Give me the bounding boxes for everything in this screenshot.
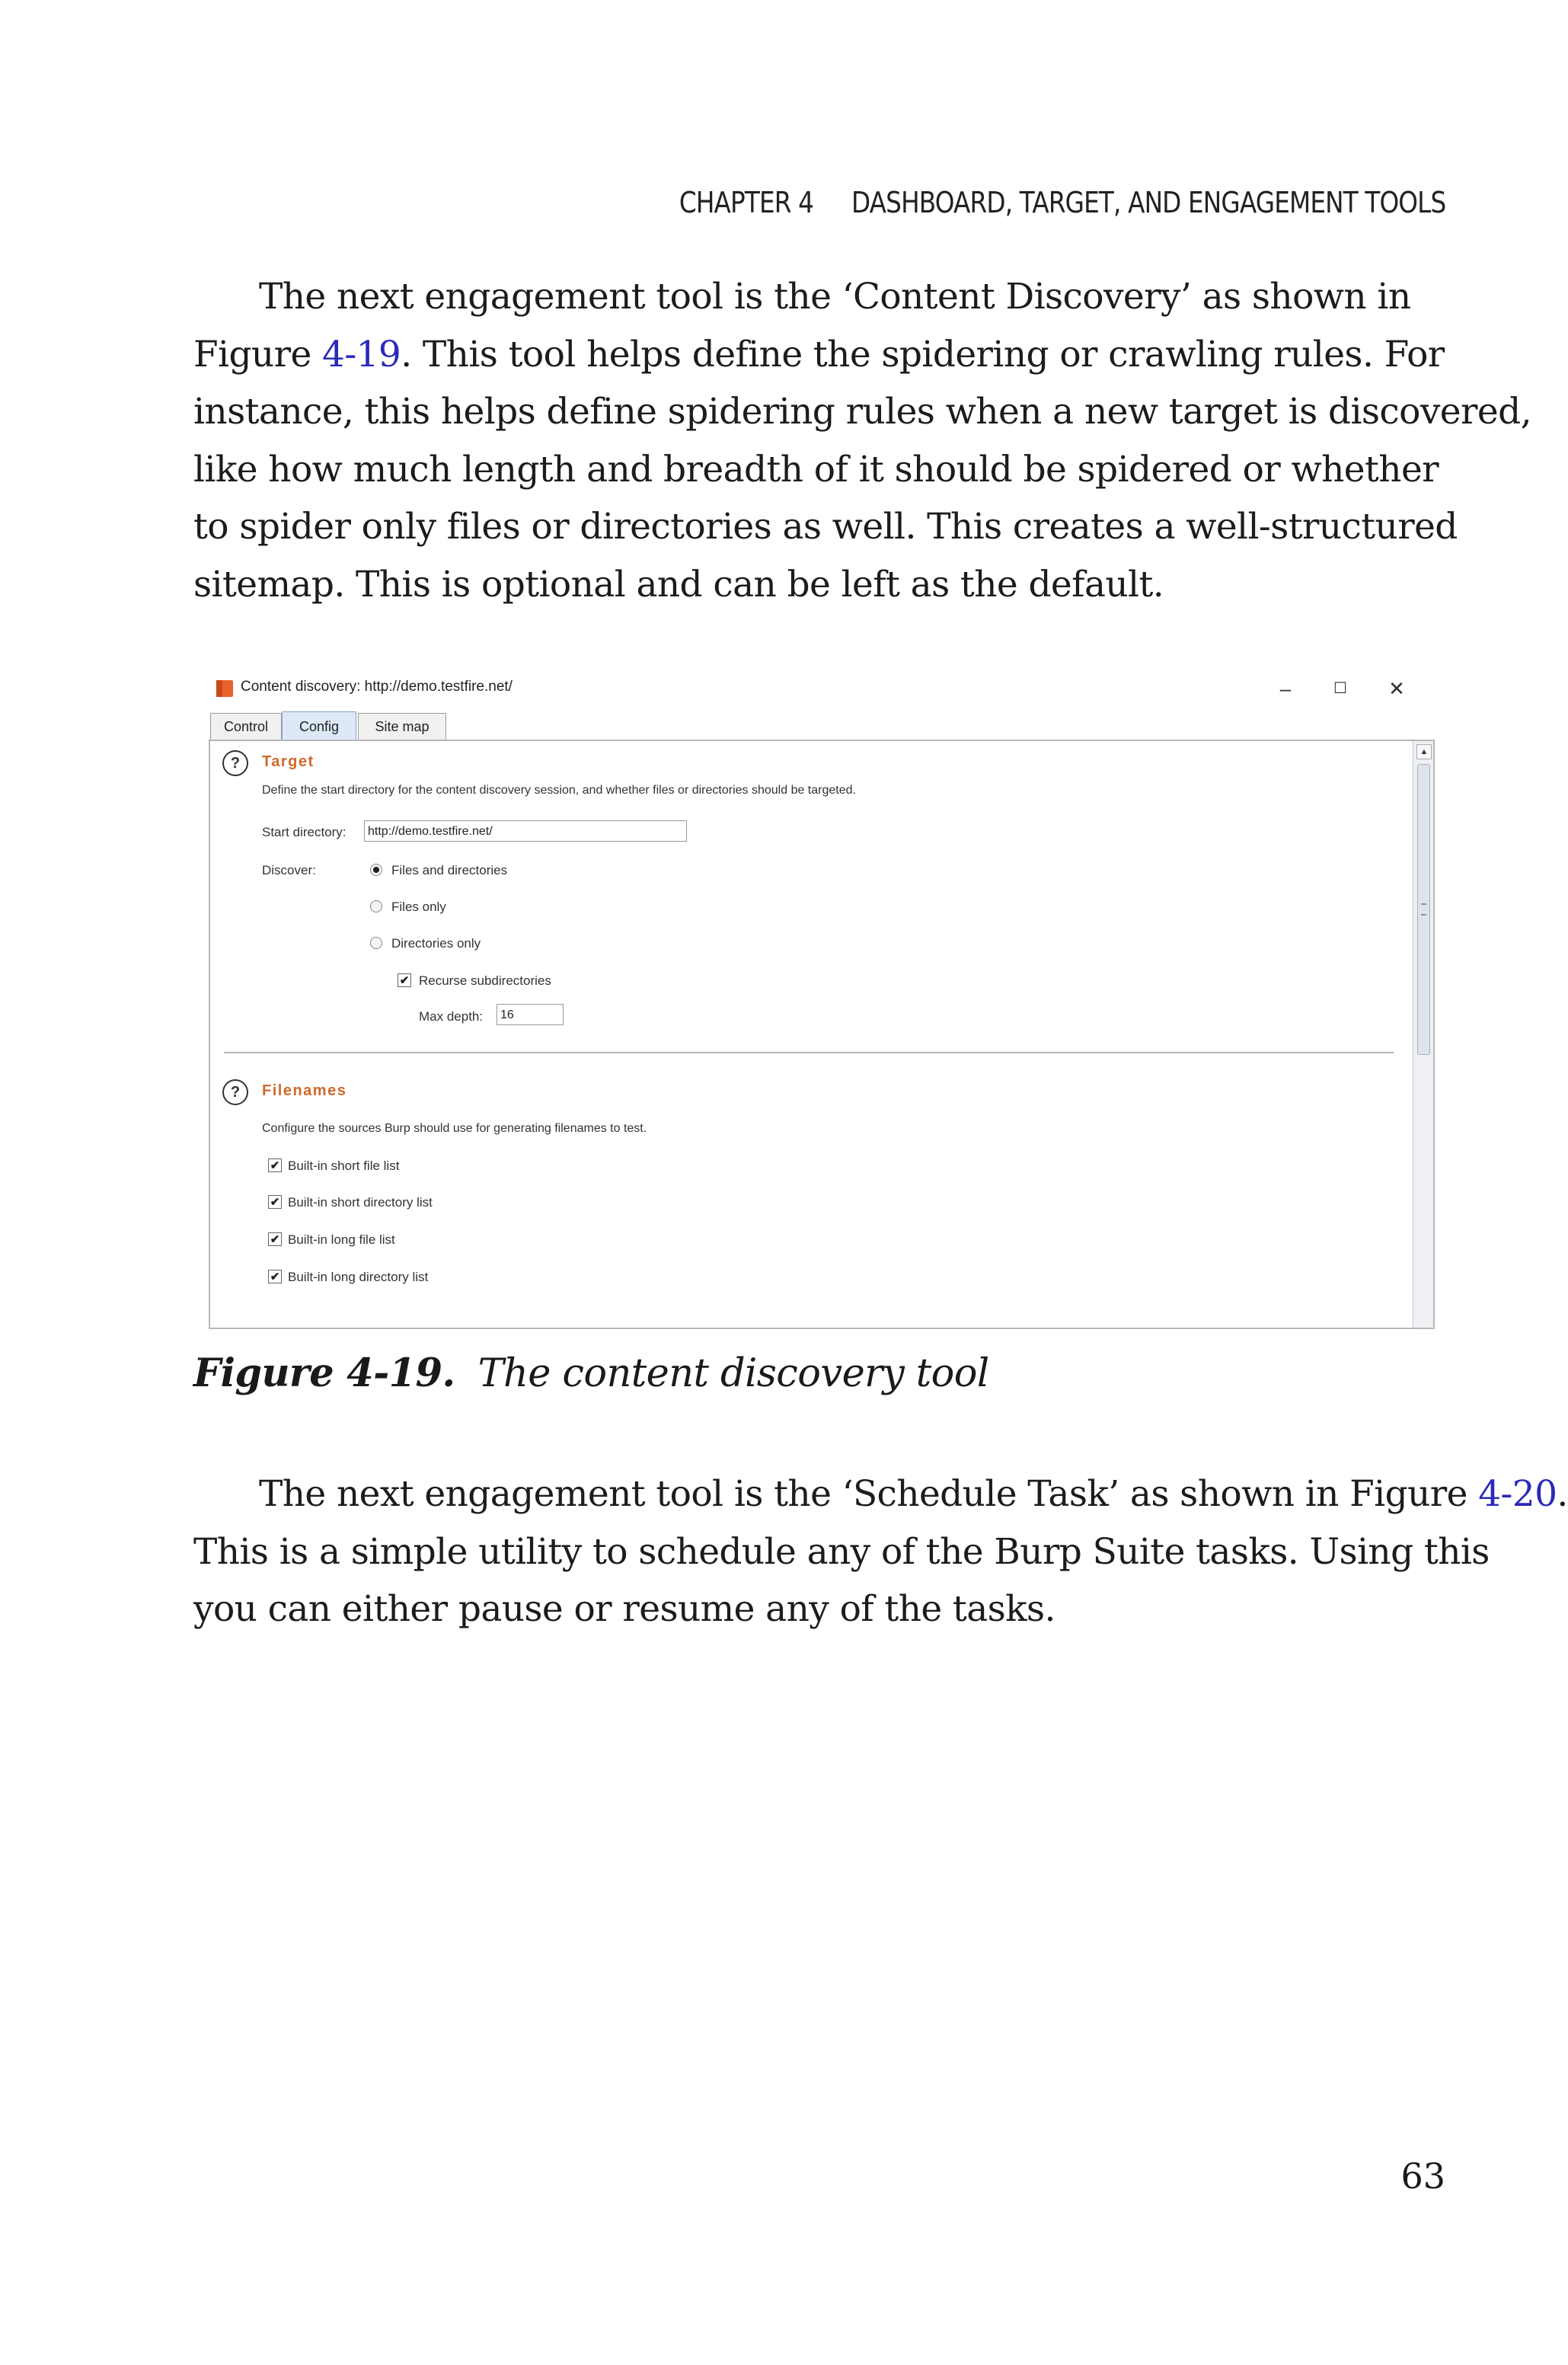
tab-config[interactable]: Config	[282, 711, 356, 741]
window-titlebar	[207, 667, 1435, 710]
page-number: 63	[1400, 2156, 1445, 2197]
paragraph-line: to spider only files or directories as well. This creates a well-structured	[193, 506, 1458, 548]
text-run: The next engagement tool is the ‘Schedule Task’ as shown in Figure	[259, 1473, 1479, 1515]
checkbox-label: Built-in long file list	[288, 1232, 395, 1247]
paragraph-line: like how much length and breadth of it should be spidered or whether	[193, 448, 1439, 491]
radio-files-and-directories[interactable]	[370, 864, 382, 876]
text-run: .	[1557, 1473, 1568, 1515]
recurse-subdirectories-checkbox[interactable]: ✔	[398, 973, 411, 987]
close-icon[interactable]: ✕	[1388, 677, 1405, 700]
maximize-icon[interactable]: ☐	[1333, 680, 1347, 697]
scroll-up-arrow-icon[interactable]: ▲	[1416, 744, 1432, 759]
max-depth-input[interactable]: 16	[497, 1004, 564, 1025]
tab-site-map[interactable]: Site map	[358, 713, 446, 740]
figure-caption-text: The content discovery tool	[477, 1351, 989, 1396]
start-directory-input[interactable]: http://demo.testfire.net/	[364, 820, 687, 842]
max-depth-label: Max depth:	[419, 1009, 484, 1024]
radio-label: Files and directories	[391, 863, 508, 877]
vertical-scrollbar[interactable]	[1413, 741, 1433, 1328]
paragraph-line	[193, 326, 1450, 384]
tab-control[interactable]: Control	[210, 713, 282, 740]
start-directory-label: Start directory:	[262, 825, 346, 839]
target-description: Define the start directory for the content discovery session, and whether files or directories should be targeted.	[262, 784, 856, 797]
radio-label: Files only	[391, 900, 446, 914]
figure-reference-link[interactable]: 4-19	[322, 333, 401, 376]
window-title: Content discovery: http://demo.testfire.net/	[241, 679, 513, 695]
section-title-target: Target	[262, 753, 315, 770]
paragraph-line: sitemap. This is optional and can be left as the default.	[193, 563, 1164, 606]
section-divider	[224, 1052, 1394, 1053]
help-icon[interactable]: ?	[222, 1079, 248, 1105]
checkbox-long-directory-list[interactable]: ✔	[268, 1270, 282, 1283]
radio-files-only[interactable]	[370, 900, 382, 912]
minimize-icon[interactable]: –	[1279, 677, 1292, 700]
burp-app-icon	[216, 680, 233, 697]
paragraph-line: instance, this helps define spidering rules when a new target is discovered,	[193, 391, 1531, 433]
chapter-number: CHAPTER 4	[679, 186, 813, 219]
content-discovery-window	[207, 667, 1435, 1319]
figure-label: Figure 4-19.	[193, 1350, 455, 1396]
paragraph-line: This is a simple utility to schedule any of the Burp Suite tasks. Using this	[193, 1530, 1490, 1573]
text-run: . This tool helps define the spidering or crawling rules. For	[401, 333, 1445, 376]
checkbox-label: Recurse subdirectories	[419, 973, 551, 988]
body-paragraph-1	[193, 268, 1531, 613]
tab-bar	[209, 713, 1433, 743]
help-icon[interactable]: ?	[222, 750, 248, 776]
text-run: Figure	[193, 333, 323, 376]
paragraph-line: you can either pause or resume any of the tasks.	[193, 1588, 1055, 1630]
checkbox-label: Built-in short directory list	[288, 1195, 433, 1210]
running-head	[679, 186, 1445, 219]
grip-icon	[1421, 903, 1426, 916]
checkbox-label: Built-in short file list	[288, 1159, 400, 1173]
filenames-description: Configure the sources Burp should use for generating filenames to test.	[262, 1122, 647, 1135]
scroll-thumb[interactable]	[1417, 764, 1430, 1055]
paragraph-line: The next engagement tool is the ‘Content Discovery’ as shown in	[259, 276, 1411, 318]
body-paragraph-2	[193, 1465, 1568, 1638]
checkbox-long-file-list[interactable]: ✔	[268, 1232, 282, 1246]
chapter-title: DASHBOARD, TARGET, AND ENGAGEMENT TOOLS	[851, 186, 1445, 219]
checkbox-short-directory-list[interactable]: ✔	[268, 1195, 282, 1209]
radio-directories-only[interactable]	[370, 937, 382, 949]
checkbox-short-file-list[interactable]: ✔	[268, 1159, 282, 1172]
section-title-filenames: Filenames	[262, 1082, 347, 1099]
paragraph-line	[193, 1465, 1568, 1523]
figure-reference-link[interactable]: 4-20	[1478, 1473, 1557, 1515]
figure-caption	[193, 1350, 989, 1396]
checkbox-label: Built-in long directory list	[288, 1270, 429, 1284]
discover-label: Discover:	[262, 863, 316, 877]
config-panel	[209, 740, 1435, 1329]
radio-label: Directories only	[391, 936, 481, 951]
